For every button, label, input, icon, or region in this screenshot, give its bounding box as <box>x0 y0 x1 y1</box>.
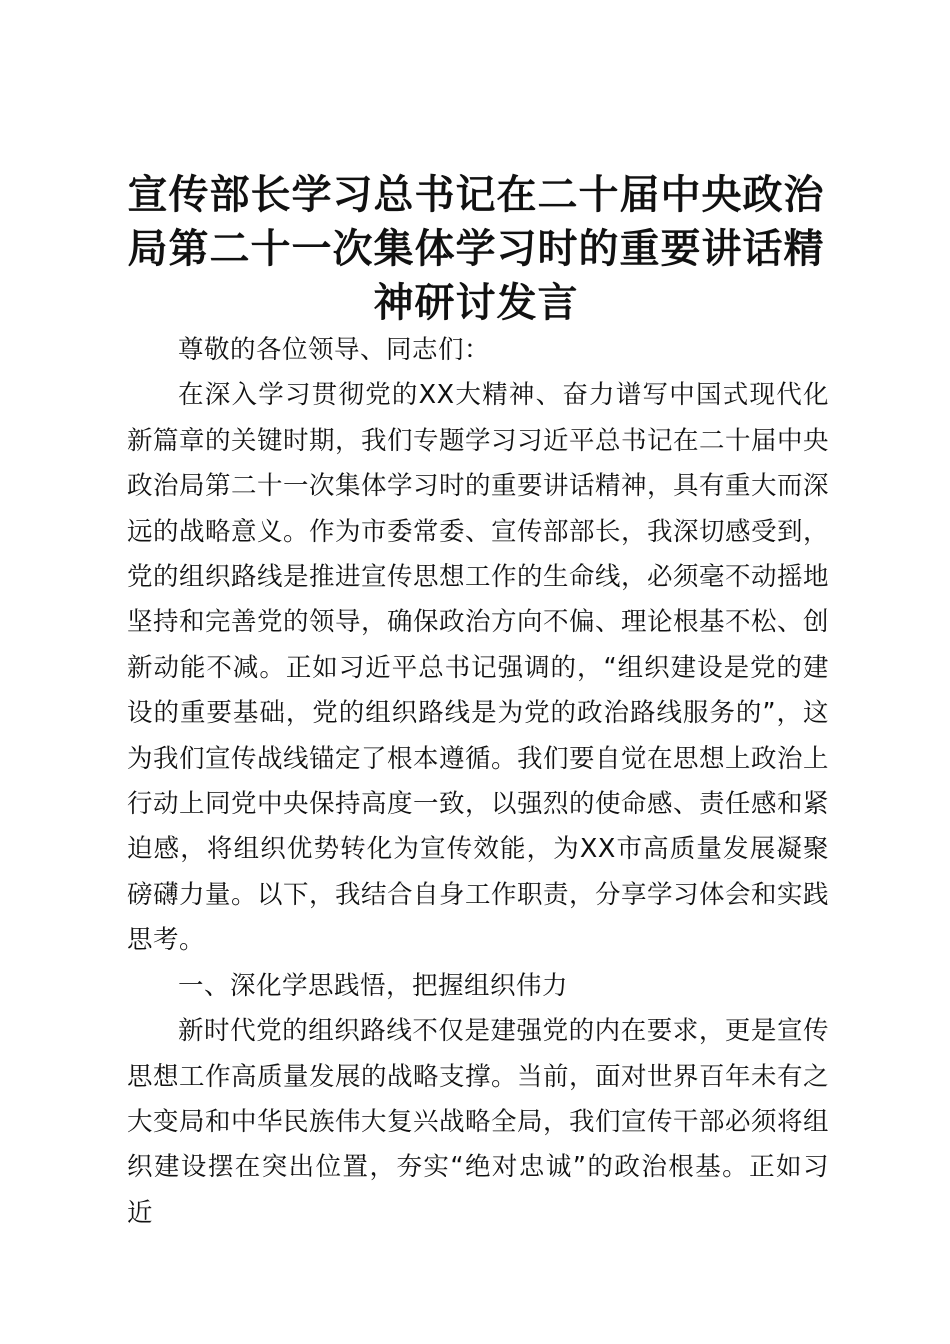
section-heading-1: 一、深化学思践悟，把握组织伟力 <box>178 970 569 1001</box>
salutation: 尊敬的各位领导、同志们： <box>178 335 491 365</box>
paragraph-section-1: 新时代党的组织路线不仅是建强党的内在要求，更是宣传思想工作高质量发展的战略支撑。当前，面对世界百年未有之大变局和中华民族伟大复兴战略全局，我们宣传干部必须将组织建设摆在突出位置，夯实“绝对忠诚”的政治根基。正如习近 <box>127 1016 830 1228</box>
paragraph-intro: 在深入学习贯彻党的XX大精神、奋力谱写中国式现代化新篇章的关键时期，我们专题学习习近平总书记在二十届中央政治局第二十一次集体学习时的重要讲话精神，具有重大而深远的战略意义。作为市委常委、宣传部部长，我深切感受到，党的组织路线是推进宣传思想工作的生命线，必须毫不动摇地坚持和完善党的领导，确保政治方向不偏、理论根基不松、创新动能不减。正如习近平总书记强调的，“组织建设是党的建设的重要基础，党的组织路线是为党的政治路线服务的”，这为我们宣传战线锚定了根本遵循。我们要自觉在思想上政治上行动上同党中央保持高度一致，以强烈的使命感、责任感和紧迫感，将组织优势转化为宣传效能，为XX市高质量发展凝聚磅礴力量。以下，我结合自身工作职责，分享学习体会和实践思考。 <box>127 380 830 956</box>
document-body <box>127 328 829 1236</box>
document-title: 宣传部长学习总书记在二十届中央政治局第二十一次集体学习时的重要讲话精神研讨发言 <box>127 172 825 326</box>
